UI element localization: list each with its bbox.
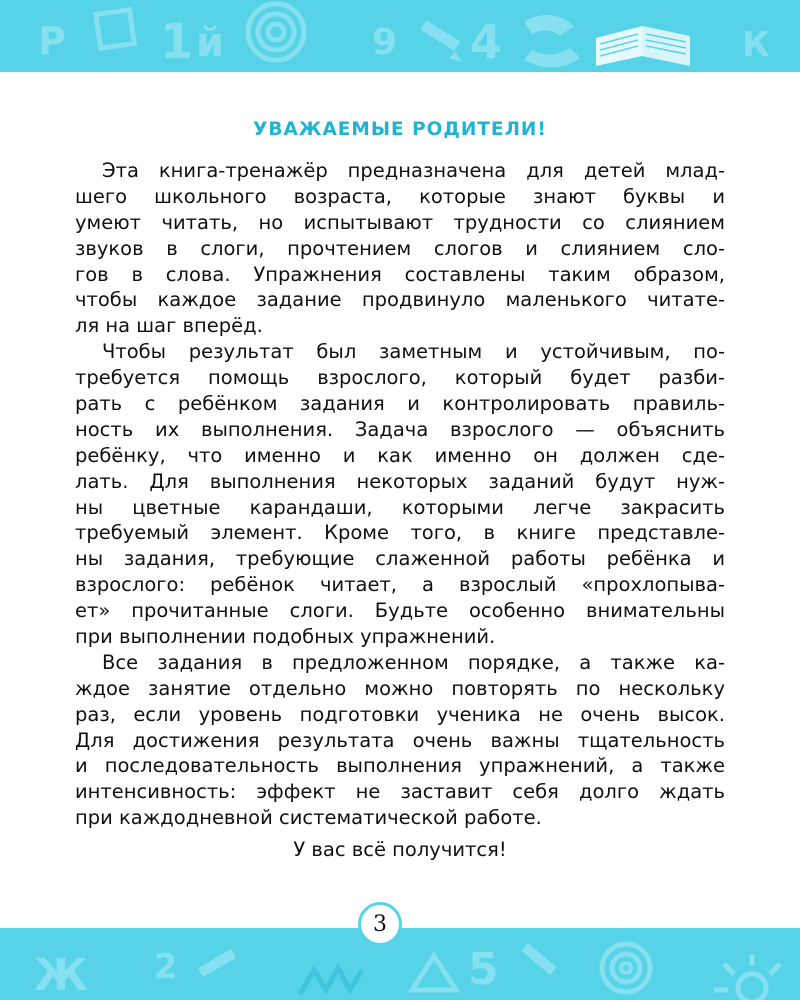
- text-line: Все задания в предложенном порядке, а также ка-: [102, 650, 725, 674]
- bottom-decorative-band: [0, 928, 800, 1000]
- text-line: чтобы каждое задание продвинуло маленького читате-: [75, 288, 725, 312]
- concentric-circles-icon: [602, 944, 650, 992]
- bottom-band-pattern: [0, 928, 800, 1000]
- text-line: рать с ребёнком задания и контролировать правиль-: [75, 392, 725, 416]
- text-line: шего школьного возраста, которые знают буквы и: [75, 184, 725, 208]
- open-book-icon: [596, 26, 690, 66]
- text-line: требуется помощь взрослого, который будет разби-: [75, 366, 725, 390]
- text-line: лать. Для выполнения некоторых заданий будут нуж-: [75, 469, 725, 493]
- text-line: ждое занятие отдельно можно повторять по нескольку: [75, 676, 725, 700]
- paragraph-intro: [75, 158, 725, 339]
- text-line: звуков в слоги, прочтением слогов и слиянием сло-: [75, 236, 725, 260]
- text-line: ля на шаг вперёд.: [75, 314, 263, 338]
- text-line: умеют читать, но испытывают трудности со слиянием: [75, 210, 725, 234]
- text-line: взрослого: ребёнок читает, а взрослый «прохлопыва-: [75, 573, 725, 597]
- text-line: Для достижения результата очень важны тщательность: [75, 728, 725, 752]
- text-line: интенсивность: эффект не заставит себя долго ждать: [75, 780, 725, 804]
- text-line: ны цветные карандаши, которыми легче закрасить: [75, 495, 725, 519]
- text-line: раз, если уровень подготовки ученика не очень высок.: [75, 702, 725, 726]
- decor-letter-ka: К: [742, 25, 770, 65]
- decor-digit-five: 5: [468, 944, 499, 995]
- paragraph-repetition: [75, 650, 725, 831]
- paragraph-adult-help: [75, 339, 725, 650]
- text-line: Эта книга-тренажёр предназначена для детей млад-: [102, 159, 725, 182]
- closing-line: У вас всё получится!: [293, 838, 507, 861]
- zigzag-icon: [300, 968, 362, 994]
- decor-digit-nine: 9: [372, 22, 398, 63]
- text-line: и последовательность выполнения упражнений, а также: [75, 754, 725, 778]
- decor-digit-two: 2: [154, 947, 178, 987]
- text-line: ет» прочитанные слоги. Будьте особенно внимательны: [75, 599, 725, 623]
- text-line: при выполнении подобных упражнений.: [75, 625, 496, 649]
- text-line: гов в слова. Упражнения составлены таким образом,: [75, 262, 725, 286]
- decor-letter-zhe: Ж: [34, 950, 88, 1000]
- text-line: ность их выполнения. Задача взрослого — объяснить: [75, 417, 725, 441]
- decor-letter-r: Р: [38, 19, 66, 63]
- text-line: Чтобы результат был заметным и устойчивым, по-: [102, 340, 725, 364]
- text-line: ребёнку, что именно и как именно он должен сде-: [75, 443, 725, 467]
- pencil-icon: [521, 943, 557, 975]
- text-line: ны задания, требующие слаженной работы ребёнка и: [75, 547, 725, 571]
- pencil-icon: [198, 949, 236, 977]
- decor-digit-one: 1: [160, 14, 194, 70]
- decor-digit-four: 4: [470, 15, 503, 69]
- top-band-pattern: [0, 0, 800, 72]
- text-line: требуемый элемент. Кроме того, в книге представле-: [75, 521, 725, 545]
- sun-icon: [714, 954, 780, 1000]
- article-body: [75, 158, 725, 831]
- page-heading: УВАЖАЕМЫЕ РОДИТЕЛИ!: [253, 119, 547, 140]
- decor-letter-yi: й: [196, 20, 225, 66]
- triangle-outline-icon: [412, 956, 456, 990]
- concentric-circles-icon: [248, 4, 304, 60]
- pencil-icon: [420, 20, 462, 62]
- square-outline-icon: [96, 10, 134, 48]
- page-number-badge: 3: [358, 902, 402, 946]
- text-line: при каждодневной систематической работе.: [75, 806, 542, 830]
- bracket-shape-icon: [524, 15, 580, 68]
- top-decorative-band: [0, 0, 800, 72]
